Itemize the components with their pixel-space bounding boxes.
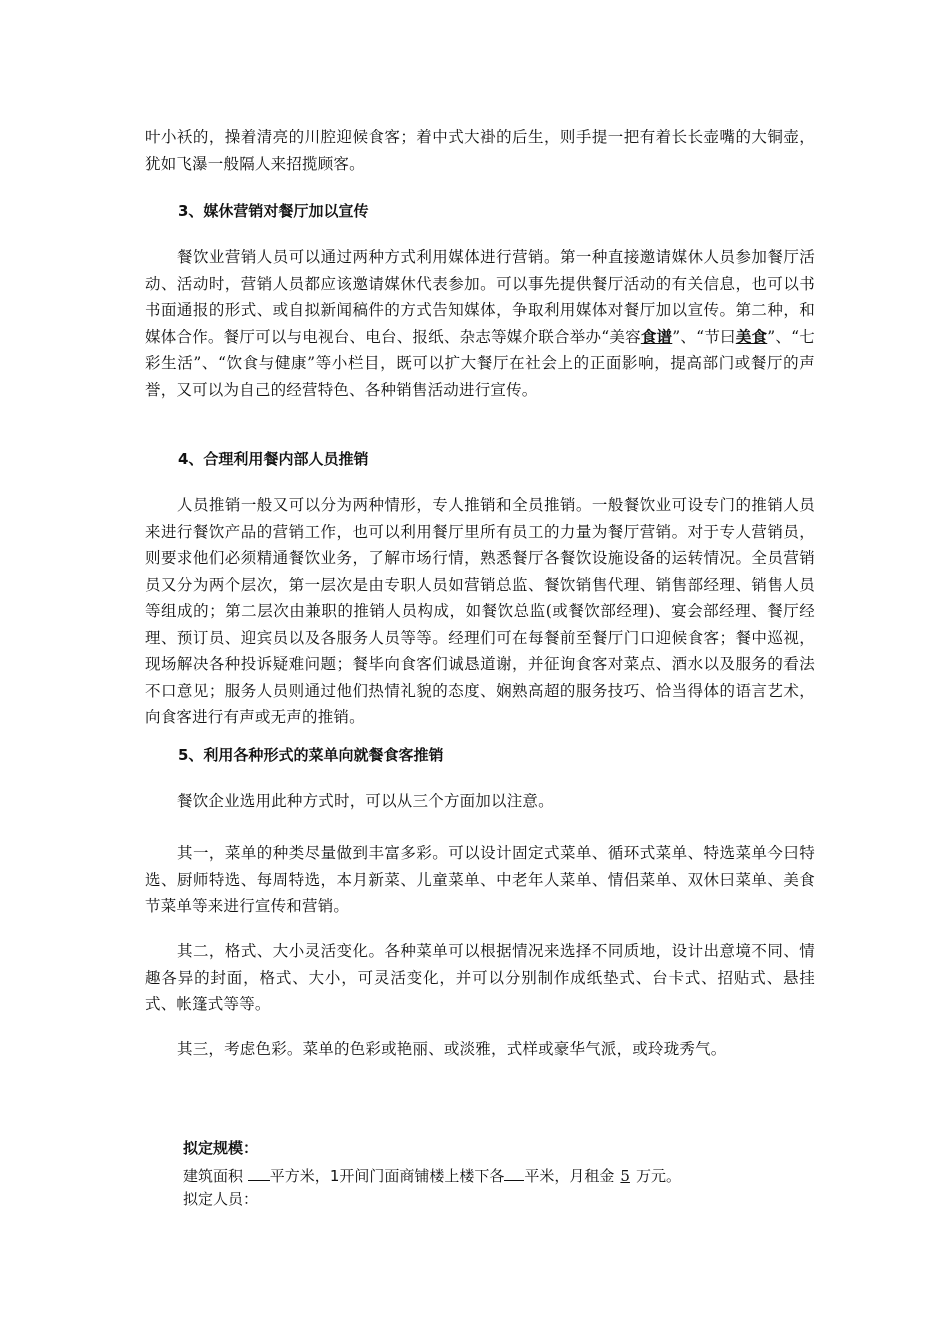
area-mid-3: 平米，月租金	[524, 1167, 615, 1185]
section-3-text-part1: 餐饮业营销人员可以通过两种方式利用媒体进行营销。第一种直接邀请媒休人员参加餐厅活动、活动时，营销人员都应该邀请媒休代表参加。可以事先提供餐厅活动的有关信息，也可以书书面通报的形式、或自拟新闻稿件的方式告知媒体，争取利用媒体对餐厅加以宣传。第二种，和媒体合作。餐厅可以与电视台、电台、报纸、杂志等媒介联合举办“美容	[145, 248, 815, 346]
section-5-point-2: 其二，格式、大小灵活变化。各种菜单可以根据情况来选择不同质地，设计出意境不同、情趣各异的封面，格式、大小，可灵活变化，并可以分别制作成纸垫式、台卡式、招贴式、悬挂式、帐篷式等等。	[145, 942, 815, 1013]
recipe-link[interactable]: 食谱	[640, 326, 673, 346]
plan-scale-label: 拟定规模：	[183, 1139, 259, 1157]
section-3-text-part2: ”、“节曰	[672, 327, 736, 346]
section-5-point-3: 其三，考虑色彩。菜单的色彩或艳丽、或淡雅，式样或豪华气派，或玲珑秀气。	[177, 1040, 727, 1058]
section-3-heading: 3、媒休营销对餐厅加以宣传	[178, 202, 369, 220]
plan-area-line	[183, 1163, 681, 1186]
section-3-paragraph	[145, 244, 815, 403]
rent-value: 5	[620, 1167, 630, 1185]
gourmet-link[interactable]: 美食	[735, 326, 768, 346]
rent-unit: 万元。	[635, 1167, 681, 1185]
area-mid-1: 平方米，	[269, 1167, 330, 1185]
section-3-text-part3: ”、“七彩生活”、“饮食与健康”等小栏目，既可以扩大餐厅在社会上的正面影响，提高部门或餐厅的声誉，又可以为自己的经营特色、各种销售活动进行宣传。	[145, 327, 816, 399]
section-4-heading: 4、合理利用餐内部人员推销	[178, 450, 369, 468]
area-blank-1	[248, 1163, 270, 1181]
plan-staff-label: 拟定人员：	[183, 1190, 259, 1208]
section-5-heading: 5、利用各种形式的菜单向就餐食客推销	[178, 746, 444, 764]
area-prefix: 建筑面积	[183, 1167, 244, 1185]
section-5-intro: 餐饮企业选用此种方式时，可以从三个方面加以注意。	[177, 792, 554, 810]
intro-paragraph: 叶小袄的，操着清亮的川腔迎候食客；着中式大褂的后生，则手提一把有着长长壶嘴的大铜壶，犹如飞瀑一般隔人来招揽顾客。	[145, 128, 815, 173]
area-mid-2: 开间门面商铺楼上楼下各	[339, 1167, 505, 1185]
area-blank-2	[504, 1163, 524, 1181]
unit-count: 1	[329, 1167, 340, 1185]
section-4-paragraph: 人员推销一般又可以分为两种情形，专人推销和全员推销。一般餐饮业可设专门的推销人员来进行餐饮产品的营销工作，也可以利用餐厅里所有员工的力量为餐厅营销。对于专人营销员，则要求他们必须精通餐饮业务，了解市场行情，熟悉餐厅各餐饮设施设备的运转情况。全员营销员又分为两个层次，第一层次是由专职人员如营销总监、餐饮销售代理、销售部经理、销售人员等组成的；第二层次由兼职的推销人员构成，如餐饮总监(或餐饮部经理)、宴会部经理、餐厅经理、预订员、迎宾员以及各服务人员等等。经理们可在每餐前至餐厅门口迎候食客；餐中巡视，现场解决各种投诉疑难问题；餐毕向食客们诚恳道谢，并征询食客对菜点、酒水以及服务的看法不口意见；服务人员则通过他们热情礼貌的态度、娴熟高超的服务技巧、恰当得体的语言艺术，向食客进行有声或无声的推销。	[145, 496, 815, 726]
section-5-point-1: 其一，菜单的种类尽量做到丰富多彩。可以设计固定式菜单、循环式菜单、特选菜单今曰特选、厨师特选、每周特选，本月新菜、儿童菜单、中老年人菜单、情侣菜单、双休曰菜单、美食节菜单等来进行宣传和营销。	[145, 844, 815, 915]
